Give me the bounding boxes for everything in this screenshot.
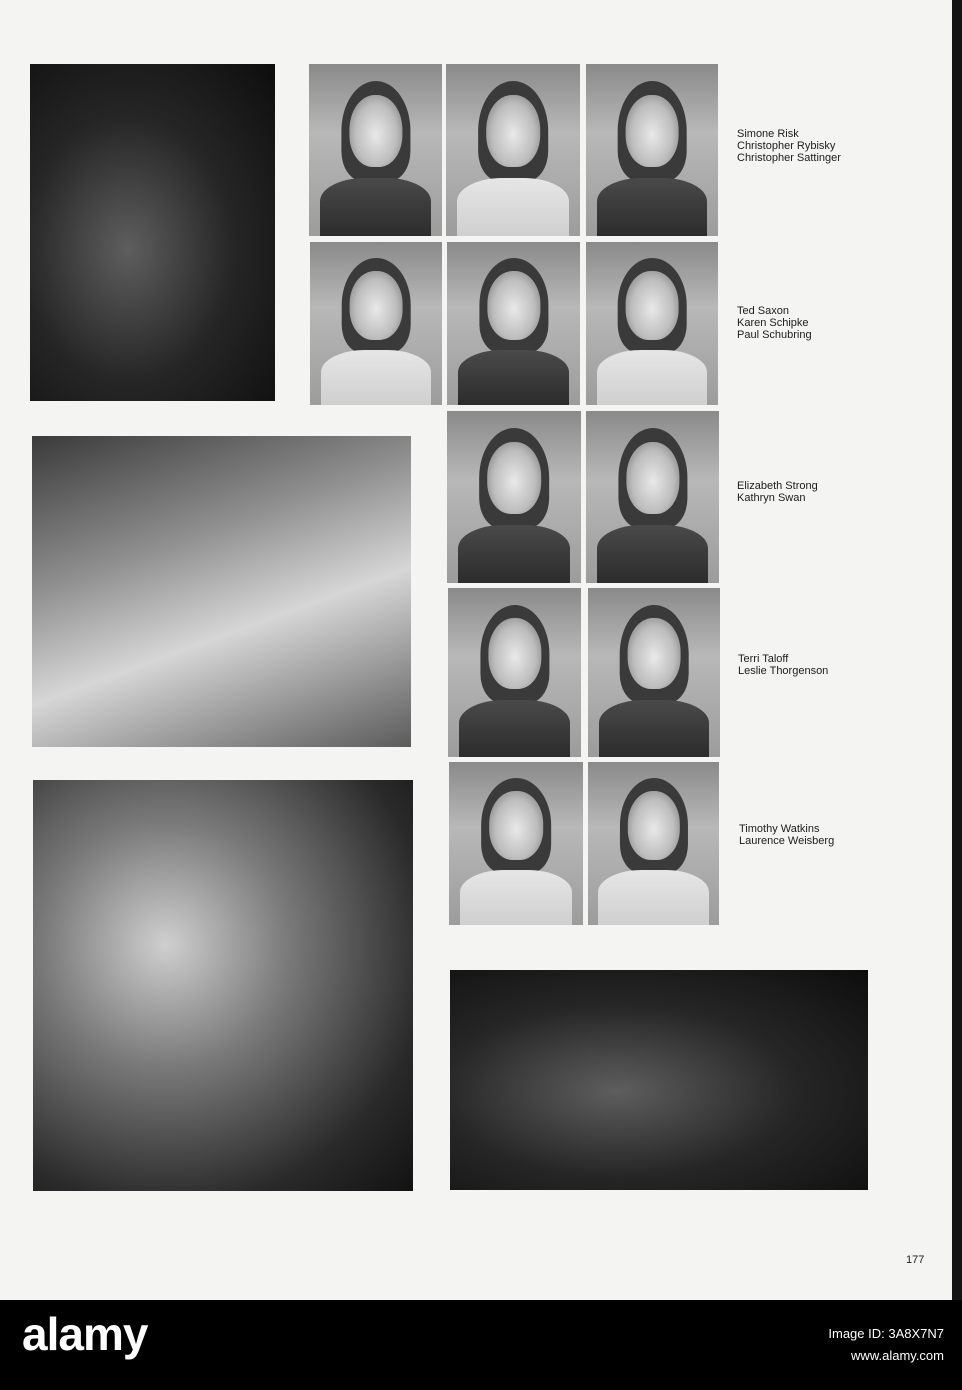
portrait-photo: [588, 588, 720, 757]
student-name: Leslie Thorgenson: [738, 665, 829, 677]
portrait-photo: [447, 242, 580, 405]
watermark-site: www.alamy.com: [851, 1348, 944, 1363]
student-name: Ted Saxon: [737, 305, 789, 317]
watermark-info: [828, 1323, 944, 1367]
student-name: Timothy Watkins: [739, 823, 820, 835]
student-name: Paul Schubring: [737, 329, 812, 341]
student-name: Christopher Sattinger: [737, 152, 841, 164]
student-name: Laurence Weisberg: [739, 835, 835, 847]
portrait-photo: [446, 64, 580, 236]
portrait-photo: [449, 762, 583, 925]
student-name: Terri Taloff: [738, 653, 789, 665]
student-name: Kathryn Swan: [737, 492, 806, 504]
portrait-photo: [447, 411, 581, 583]
portrait-caption: [737, 128, 841, 164]
page-edge-shadow: [952, 0, 962, 1300]
portrait-caption: [737, 305, 812, 341]
portrait-photo: [586, 411, 719, 583]
candid-photo-boy-in-hat: [450, 970, 868, 1190]
portrait-photo: [448, 588, 581, 757]
candid-photo-classroom: [32, 436, 411, 747]
candid-photo-smiling-girl: [33, 780, 413, 1191]
student-name: Karen Schipke: [737, 317, 809, 329]
portrait-photo: [586, 64, 718, 236]
watermark-image-id: Image ID: 3A8X7N7: [828, 1326, 944, 1341]
student-name: Christopher Rybisky: [737, 140, 836, 152]
candid-photo-girl-eating: [30, 64, 275, 401]
portrait-photo: [586, 242, 718, 405]
watermark-logo: alamy: [22, 1308, 148, 1360]
portrait-photo: [588, 762, 719, 925]
portrait-photo: [309, 64, 442, 236]
portrait-caption: [737, 480, 818, 504]
portrait-caption: [739, 823, 834, 847]
portrait-photo: [310, 242, 442, 405]
portrait-caption: [738, 653, 828, 677]
page-number: 177: [906, 1254, 925, 1266]
student-name: Elizabeth Strong: [737, 480, 818, 492]
student-name: Simone Risk: [737, 128, 799, 140]
